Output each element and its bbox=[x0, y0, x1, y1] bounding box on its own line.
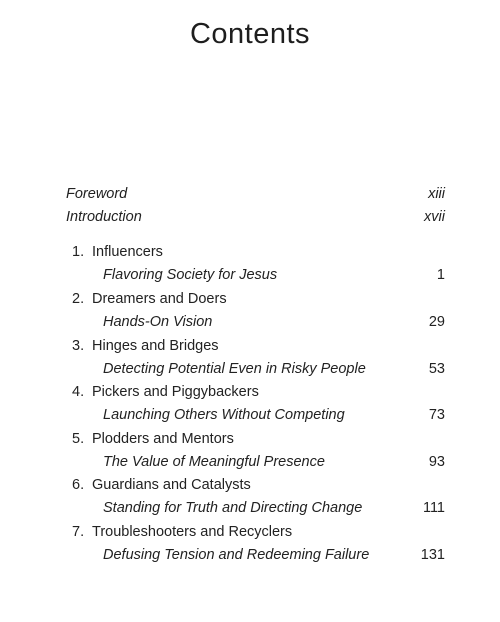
chapter-title: Influencers bbox=[92, 244, 163, 260]
toc-chapter-7-subtitle[interactable] bbox=[0, 544, 500, 566]
chapter-subtitle: Hands-On Vision bbox=[103, 314, 213, 330]
chapter-subtitle: Launching Others Without Competing bbox=[103, 407, 345, 423]
toc-page-number: 93 bbox=[428, 454, 445, 470]
toc-entry-label: Foreword bbox=[66, 186, 128, 202]
chapter-title: Plodders and Mentors bbox=[92, 431, 234, 447]
toc-chapter-4[interactable] bbox=[0, 381, 500, 403]
toc-entry-foreword[interactable] bbox=[0, 183, 500, 205]
toc-chapter-2-subtitle[interactable] bbox=[0, 311, 500, 333]
chapter-subtitle: Standing for Truth and Directing Change bbox=[103, 500, 363, 516]
toc-chapter-6-subtitle[interactable] bbox=[0, 497, 500, 519]
chapter-number: 2. bbox=[72, 291, 85, 307]
toc-entry-introduction[interactable] bbox=[0, 206, 500, 228]
chapter-number: 7. bbox=[72, 524, 85, 540]
toc-chapter-3-subtitle[interactable] bbox=[0, 358, 500, 380]
chapter-title: Hinges and Bridges bbox=[92, 338, 219, 354]
chapter-subtitle: The Value of Meaningful Presence bbox=[103, 454, 325, 470]
chapter-subtitle: Detecting Potential Even in Risky People bbox=[103, 361, 366, 377]
chapter-number: 1. bbox=[72, 244, 85, 260]
toc-page-number: 73 bbox=[428, 407, 445, 423]
toc-chapter-3[interactable] bbox=[0, 335, 500, 357]
toc-page-number: xvii bbox=[424, 209, 445, 225]
chapter-title: Dreamers and Doers bbox=[92, 291, 227, 307]
toc-page-number: 53 bbox=[428, 361, 445, 377]
toc-page-number: 29 bbox=[428, 314, 445, 330]
toc-chapter-5-subtitle[interactable] bbox=[0, 451, 500, 473]
toc-chapter-4-subtitle[interactable] bbox=[0, 404, 500, 426]
chapter-number: 6. bbox=[72, 477, 85, 493]
toc-chapter-7[interactable] bbox=[0, 521, 500, 543]
toc-page-number: 131 bbox=[420, 547, 445, 563]
chapter-subtitle: Flavoring Society for Jesus bbox=[103, 267, 278, 283]
toc-page-number: 111 bbox=[422, 500, 445, 516]
chapter-title: Guardians and Catalysts bbox=[92, 477, 251, 493]
toc-chapter-5[interactable] bbox=[0, 428, 500, 450]
toc-chapter-6[interactable] bbox=[0, 474, 500, 496]
chapter-title: Pickers and Piggybackers bbox=[92, 384, 259, 400]
toc-entry-label: Introduction bbox=[66, 209, 142, 225]
toc-chapter-1-subtitle[interactable] bbox=[0, 264, 500, 286]
toc-chapter-1[interactable] bbox=[0, 241, 500, 263]
page-title: Contents bbox=[189, 18, 311, 50]
toc-page-number: 1 bbox=[436, 267, 445, 283]
toc-chapter-2[interactable] bbox=[0, 288, 500, 310]
chapter-number: 5. bbox=[72, 431, 85, 447]
toc-page-number: xiii bbox=[428, 186, 445, 202]
chapter-number: 4. bbox=[72, 384, 85, 400]
chapter-title: Troubleshooters and Recyclers bbox=[92, 524, 293, 540]
chapter-number: 3. bbox=[72, 338, 85, 354]
chapter-subtitle: Defusing Tension and Redeeming Failure bbox=[103, 547, 370, 563]
